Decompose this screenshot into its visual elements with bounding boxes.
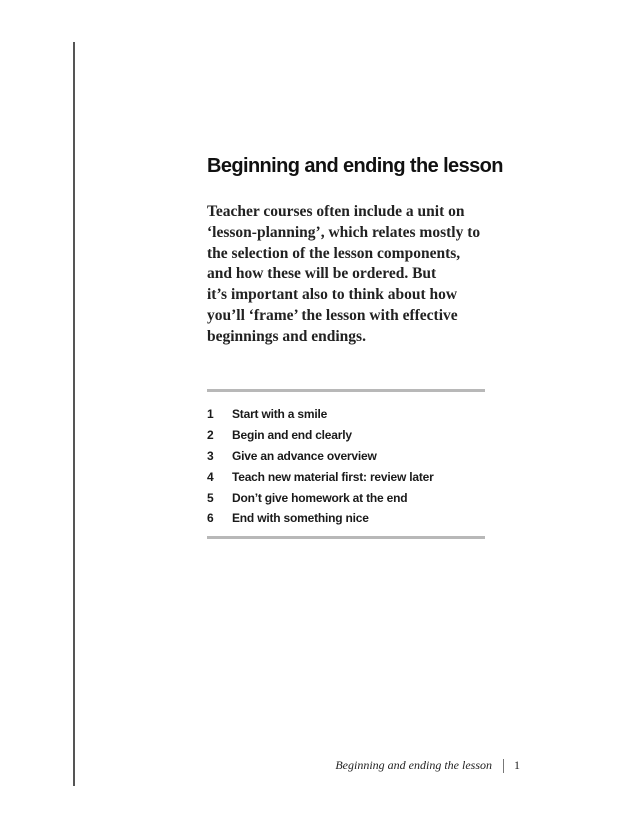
intro-line: and how these will be ordered. But — [207, 265, 437, 283]
contents-item-text: Teach new material first: review later — [232, 469, 434, 484]
contents-top-divider — [207, 389, 485, 392]
contents-item-number: 5 — [207, 490, 214, 505]
contents-item-number: 2 — [207, 428, 214, 443]
intro-line: beginnings and endings. — [207, 327, 366, 345]
contents-item-number: 4 — [207, 469, 214, 484]
binding-margin-rule — [73, 42, 75, 786]
intro-line: you’ll ‘frame’ the lesson with effective — [207, 306, 458, 324]
contents-item — [207, 508, 434, 529]
contents-item-number: 6 — [207, 511, 214, 526]
intro-paragraph — [207, 202, 497, 348]
contents-item — [207, 425, 434, 446]
contents-item-text: End with something nice — [232, 511, 369, 526]
page-number: 1 — [514, 758, 520, 772]
contents-item-text: Begin and end clearly — [232, 428, 352, 443]
footer-divider — [503, 759, 504, 773]
contents-bottom-divider — [207, 536, 485, 539]
contents-item-text: Start with a smile — [232, 407, 328, 422]
intro-line: the selection of the lesson components, — [207, 244, 461, 262]
contents-item — [207, 404, 434, 425]
intro-line: Teacher courses often include a unit on — [207, 203, 465, 220]
contents-item-text: Give an advance overview — [232, 448, 377, 463]
chapter-contents-list — [207, 404, 434, 529]
contents-item — [207, 446, 434, 467]
contents-item-number: 1 — [207, 407, 214, 422]
intro-line: it’s important also to think about how — [207, 286, 458, 304]
page-footer — [335, 758, 520, 773]
contents-item — [207, 487, 434, 508]
contents-item-text: Don’t give homework at the end — [232, 490, 408, 505]
page-title: Beginning and ending the lesson — [207, 155, 503, 177]
contents-item-number: 3 — [207, 448, 214, 463]
contents-item — [207, 466, 434, 487]
running-title: Beginning and ending the lesson — [335, 758, 492, 772]
intro-line: ‘lesson-planning’, which relates mostly to — [207, 223, 481, 241]
